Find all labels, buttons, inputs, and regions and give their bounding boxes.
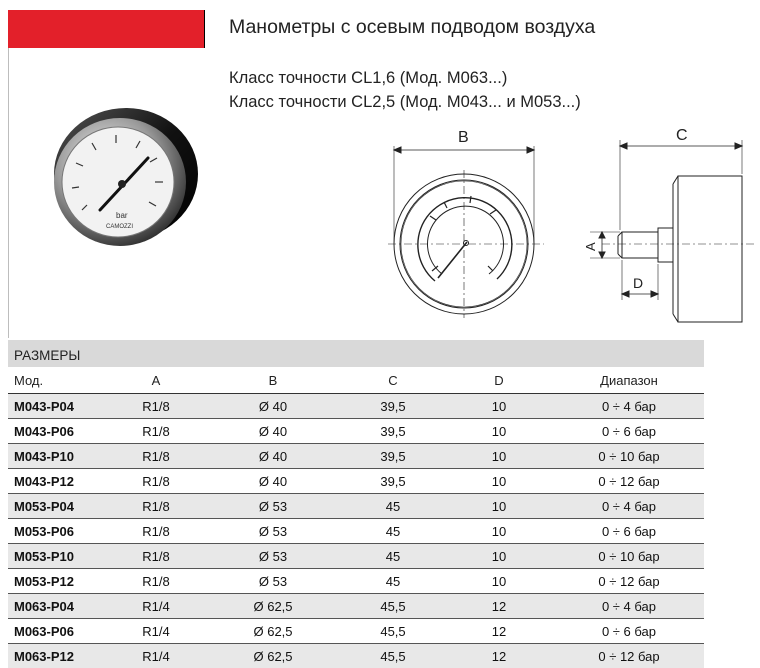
cell-c: 45 (385, 498, 401, 514)
cell-range: 0 ÷ 4 бар (601, 598, 657, 614)
cell-model: M043-P06 (14, 423, 74, 439)
cell-a: R1/4 (142, 648, 170, 664)
table-row (8, 494, 704, 519)
cell-model: M063-P04 (14, 598, 74, 614)
header-divider (204, 10, 205, 48)
col-header-b: B (268, 372, 278, 388)
col-header-model: Мод. (14, 372, 44, 388)
cell-a: R1/8 (142, 498, 170, 514)
accuracy-class-line-1: Класс точности CL1,6 (Мод. M063...) (229, 69, 508, 87)
cell-range: 0 ÷ 10 бар (598, 548, 660, 564)
cell-range: 0 ÷ 6 бар (601, 423, 657, 439)
cell-model: M053-P12 (14, 573, 74, 589)
table-row (8, 644, 704, 668)
cell-b: Ø 53 (258, 523, 288, 539)
col-header-d: D (494, 372, 504, 388)
cell-model: M053-P04 (14, 498, 74, 514)
cell-d: 10 (491, 498, 507, 514)
table-title: РАЗМЕРЫ (8, 340, 704, 367)
col-header-a: A (151, 372, 161, 388)
dim-label-d: D (633, 275, 644, 291)
cell-range: 0 ÷ 10 бар (598, 448, 660, 464)
cell-a: R1/4 (142, 623, 170, 639)
dim-label-c: C (676, 127, 688, 144)
cell-d: 12 (491, 648, 507, 664)
cell-c: 45,5 (380, 648, 406, 664)
table-row (8, 394, 704, 419)
gauge-brand-label: CAMOZZI (106, 224, 133, 230)
cell-range: 0 ÷ 12 бар (598, 648, 660, 664)
table-row (8, 619, 704, 644)
left-margin-rule (8, 48, 9, 338)
dimensions-table (8, 340, 704, 668)
table-header-row (8, 367, 704, 394)
cell-model: M053-P10 (14, 548, 74, 564)
cell-b: Ø 40 (258, 448, 288, 464)
gauge-unit-label: bar (116, 211, 128, 220)
table-row (8, 544, 704, 569)
col-header-c: C (388, 372, 398, 388)
dimension-drawing (376, 118, 760, 334)
table-row (8, 519, 704, 544)
cell-c: 39,5 (380, 398, 406, 414)
cell-a: R1/4 (142, 598, 170, 614)
cell-model: M063-P06 (14, 623, 74, 639)
dim-label-a: A (583, 242, 598, 251)
table-row (8, 444, 704, 469)
cell-a: R1/8 (142, 473, 170, 489)
cell-d: 10 (491, 473, 507, 489)
cell-model: M053-P06 (14, 523, 74, 539)
cell-d: 10 (491, 423, 507, 439)
cell-c: 39,5 (380, 448, 406, 464)
cell-d: 12 (491, 598, 507, 614)
col-header-range: Диапазон (600, 372, 658, 388)
cell-b: Ø 40 (258, 423, 288, 439)
cell-c: 45 (385, 523, 401, 539)
cell-c: 45,5 (380, 623, 406, 639)
cell-model: M043-P10 (14, 448, 74, 464)
cell-b: Ø 53 (258, 498, 288, 514)
cell-model: M043-P12 (14, 473, 74, 489)
cell-b: Ø 62,5 (253, 598, 293, 614)
brand-red-bar (8, 10, 204, 48)
cell-b: Ø 40 (258, 398, 288, 414)
table-row (8, 594, 704, 619)
cell-range: 0 ÷ 6 бар (601, 523, 657, 539)
cell-d: 12 (491, 623, 507, 639)
page-title: Манометры с осевым подводом воздуха (229, 16, 596, 38)
cell-model: M043-P04 (14, 398, 74, 414)
dim-label-b: B (458, 129, 469, 146)
cell-b: Ø 53 (258, 548, 288, 564)
accuracy-class-line-2: Класс точности CL2,5 (Мод. M043... и M053...) (229, 93, 581, 111)
cell-a: R1/8 (142, 448, 170, 464)
cell-d: 10 (491, 573, 507, 589)
cell-c: 45 (385, 548, 401, 564)
cell-d: 10 (491, 523, 507, 539)
cell-range: 0 ÷ 4 бар (601, 498, 657, 514)
table-body (8, 394, 704, 668)
pressure-gauge-photo (30, 98, 200, 263)
cell-range: 0 ÷ 12 бар (598, 473, 660, 489)
cell-range: 0 ÷ 4 бар (601, 398, 657, 414)
cell-b: Ø 53 (258, 573, 288, 589)
table-row (8, 419, 704, 444)
cell-a: R1/8 (142, 398, 170, 414)
cell-b: Ø 62,5 (253, 623, 293, 639)
cell-a: R1/8 (142, 523, 170, 539)
cell-d: 10 (491, 448, 507, 464)
cell-c: 45,5 (380, 598, 406, 614)
table-row (8, 569, 704, 594)
cell-a: R1/8 (142, 423, 170, 439)
cell-c: 39,5 (380, 423, 406, 439)
cell-range: 0 ÷ 12 бар (598, 573, 660, 589)
cell-range: 0 ÷ 6 бар (601, 623, 657, 639)
cell-b: Ø 40 (258, 473, 288, 489)
cell-d: 10 (491, 398, 507, 414)
cell-b: Ø 62,5 (253, 648, 293, 664)
cell-d: 10 (491, 548, 507, 564)
cell-c: 45 (385, 573, 401, 589)
table-row (8, 469, 704, 494)
cell-a: R1/8 (142, 548, 170, 564)
cell-c: 39,5 (380, 473, 406, 489)
cell-model: M063-P12 (14, 648, 74, 664)
cell-a: R1/8 (142, 573, 170, 589)
